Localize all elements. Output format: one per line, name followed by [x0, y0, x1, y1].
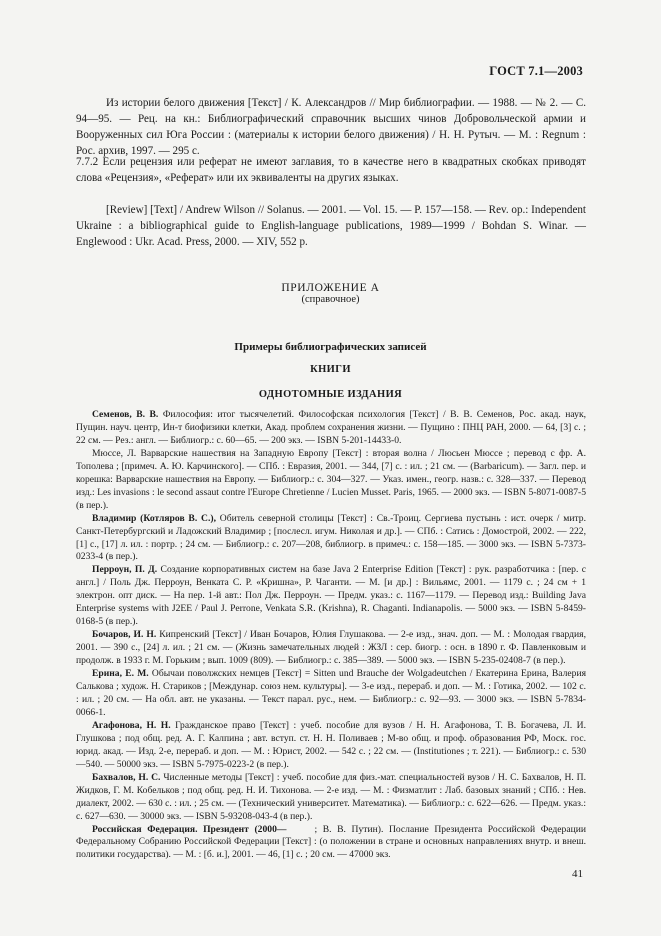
review-example-paragraph: Из истории белого движения [Текст] / К. Александров // Мир библиографии. — 1988. — № 2. — С. 94—95. — Рец. на кн.: Библиографический справочник высших чинов Добровольческой армии и Вооруженных сил Юга России : (материалы к истории белого движения) / Н. Н. Рутыч. — М. : Regnum : Рос. архив, 1997. — 295 с.: [76, 97, 586, 157]
entry-text: Мюссе, Л. Варварские нашествия на Западную Европу [Текст] : вторая волна / Люсьен Мюссе ; перевод с фр. А. Тополева ; [примеч. А. Ю. Карчинского]. — СПб. : Евразия, 2001. — 344, [7] с. : ил. ; 21 см. — (Barbaricum). — Загл. пер. и корешка: Варварские нашествия на Европу. — Библиогр.: с. 304—327. — Указ. имен., геогр. назв.: с. 328—337. — Перевод изд.: Les invasions : le second assaut contre l'Europe Chretienne / Lucien Musset. Paris, 1965. — 2000 экз. — ISBN 5-8071-0087-5 (в пер.).: [76, 447, 586, 511]
appendix-title: ПРИЛОЖЕНИЕ А: [281, 282, 380, 294]
bibliographic-entry: [76, 668, 586, 720]
bibliographic-entry: [76, 513, 586, 565]
entry-author: Бахвалов, Н. С.: [92, 771, 161, 783]
single-volume-heading: ОДНОТОМНЫЕ ИЗДАНИЯ: [258, 389, 403, 400]
entry-author: Семенов, В. В.: [92, 409, 159, 420]
entry-text: Гражданское право [Текст] : учеб. пособие для вузов / Н. Н. Агафонова, Т. В. Богачева, Л. И. Глушкова ; под общ. ред. А. Г. Калпина ; авт. вступ. ст. Н. Н. Поливаев ; М-во общ. и проф. образования РФ, Моск. гос. юрид. акад. — Изд. 2-е, перераб. и доп. — М. : Юрист, 2002. — 542 с. ; 22 см. — (Institutiones ; т. 221). — Библиогр.: с. 530—540. — 50000 экз. — ISBN 5-7975-0223-2 (в пер.).: [76, 719, 586, 770]
clause-7-7-2-paragraph: 7.7.2 Если рецензия или реферат не имеют заглавия, то в качестве него в квадратных скобках приводят слова «Рецензия», «Реферат» или их эквиваленты на других языках.: [76, 156, 586, 184]
appendix-subtitle: (справочное): [301, 294, 360, 305]
section-title: Примеры библиографических записей: [234, 341, 427, 353]
entry-text: Философия: итог тысячелетий. Философская психология [Текст] / В. В. Семенов, Рос. акад. наук, Пущин. науч. центр, Ин-т биофизики клетки, Акад. проблем сохранения жизни. — Пущино : ПНЦ РАН, 2000. — 64, [3] с. ; 22 см. — Рез.: англ. — Библиогр.: с. 60—65. — 200 экз. — ISBN 5-201-14433-0.: [76, 409, 586, 446]
review-english-example-paragraph: [Review] [Text] / Andrew Wilson // Solanus. — 2001. — Vol. 15. — P. 157—158. — Rev. op.: Independent Ukraine : a bibliographical guide to English-language publications, 1989—1999 / Bohdan S. Winar. — Englewood : Ukr. Acad. Press, 2000. — XIV, 552 p.: [76, 204, 586, 248]
books-heading: КНИГИ: [310, 364, 351, 375]
entry-author: Агафонова, Н. Н.: [92, 719, 171, 731]
entry-text: Создание корпоративных систем на базе Java 2 Enterprise Edition [Текст] : рук. разработчика : [пер. с англ.] / Поль Дж. Перроун, Венката С. Р. «Кришна», Р. Чаганти. — М. [и др.] : Вильямс, 2001. — 1179 с. ; 24 см + 1 электрон. опт диск. — На пер. 1-й авт.: Пол Дж. Перроун. — Предм. указ.: с. 1167—1179. — Перевод изд.: Building Java Enterprise systems with J2EE / Paul J. Perrone, Venkata S.R. (Krishna), R. Chaganti. Indianapolis. — 5000 экз. — ISBN 5-8459-0168-5 (в пер.).: [76, 564, 587, 628]
bibliographic-entry: [76, 448, 586, 513]
bibliographic-entry: [76, 720, 586, 772]
bibliographic-entry: [76, 564, 586, 629]
entry-author: Бочаров, И. Н.: [92, 629, 157, 641]
entry-text: Обитель северной столицы [Текст] : Св.-Троиц. Сергиева пустынь : ист. очерк / митр. Санкт-Петербургский и Ладожский Владимир ; [послесл. игум. Николая и др.]. — СПб. : Сатись : Домострой, 2002. — 222, [1] с., [17] л. ил. : портр. ; 24 см. — Библиогр.: с. 207—208, библиогр. в примеч.: с. 158—185. — 3000 экз. — ISBN 5-7373-0233-4 (в пер.).: [76, 512, 586, 563]
page-number: 41: [572, 868, 583, 880]
entry-author: Владимир (Котляров В. С.),: [92, 512, 216, 524]
entry-text: Кипренский [Текст] / Иван Бочаров, Юлия Глушакова. — 2-е изд., знач. доп. — М. : Молодая гвардия, 2001. — 390 с., [24] л. ил. ; 21 см. — (Жизнь замечательных людей : ЖЗЛ : сер. биогр. : осн. в 1890 г. Ф. Павленковым и продолж. в 1933 г. М. Горьким ; вып. 1009 (809). — Библиогр.: с. 385—389. — 5000 экз. — ISBN 5-235-02408-7 (в пер.).: [76, 629, 586, 667]
entry-text: Численные методы [Текст] : учеб. пособие для физ.-мат. специальностей вузов / Н. С. Бахвалов, Н. П. Жидков, Г. М. Кобельков ; под общ. ред. Н. И. Тихонова. — 2-е изд. — М. : Физматлит : Лаб. базовых знаний ; СПб. : Нев. диалект, 2002. — 630 с. : ил. ; 25 см. — (Технический университет. Математика). — Библиогр.: с. 622—626. — Предм. указ.: с. 627—630. — 30000 экз. — ISBN 5-93208-043-4 (в пер.).: [76, 771, 587, 822]
entry-author: Ерина, Е. М.: [92, 668, 149, 680]
standard-code-header: ГОСТ 7.1—2003: [489, 64, 583, 78]
bibliographic-entry: [76, 823, 589, 863]
entry-text: ; В. В. Путин). Послание Президента Российской Федерации Федеральному Собранию Российской Федерации [Текст] : (о положении в стране и основных направлениях внутр. и внеш. политики государства). — М. : [б. и.], 2001. — 46, [1] с. ; 20 см. — 47000 экз.: [76, 823, 589, 861]
entry-text: Обычаи поволжских немцев [Текст] = Sitten und Brauche der Wolgadeutchen / Екатерина Ерина, Валерия Салькова ; худож. Н. Стариков ; [Междунар. союз нем. культуры]. — 3-е изд., перераб. и доп. — М. : Готика, 2002. — 102 с. : ил. ; 20 см. — На обл. авт. не указаны. — Текст парал. рус., нем. — Библиогр.: с. 92—93. — 3000 экз. — ISBN 5-7834-0066-1.: [76, 668, 586, 718]
entry-author: Российская Федерация. Президент (2000—: [92, 823, 287, 835]
entry-author: Перроун, П. Д.: [92, 564, 158, 576]
bibliographic-entry: [76, 409, 586, 448]
bibliographic-entry: [76, 772, 586, 824]
bibliographic-entries: [76, 409, 589, 862]
bibliographic-entry: [76, 629, 586, 668]
